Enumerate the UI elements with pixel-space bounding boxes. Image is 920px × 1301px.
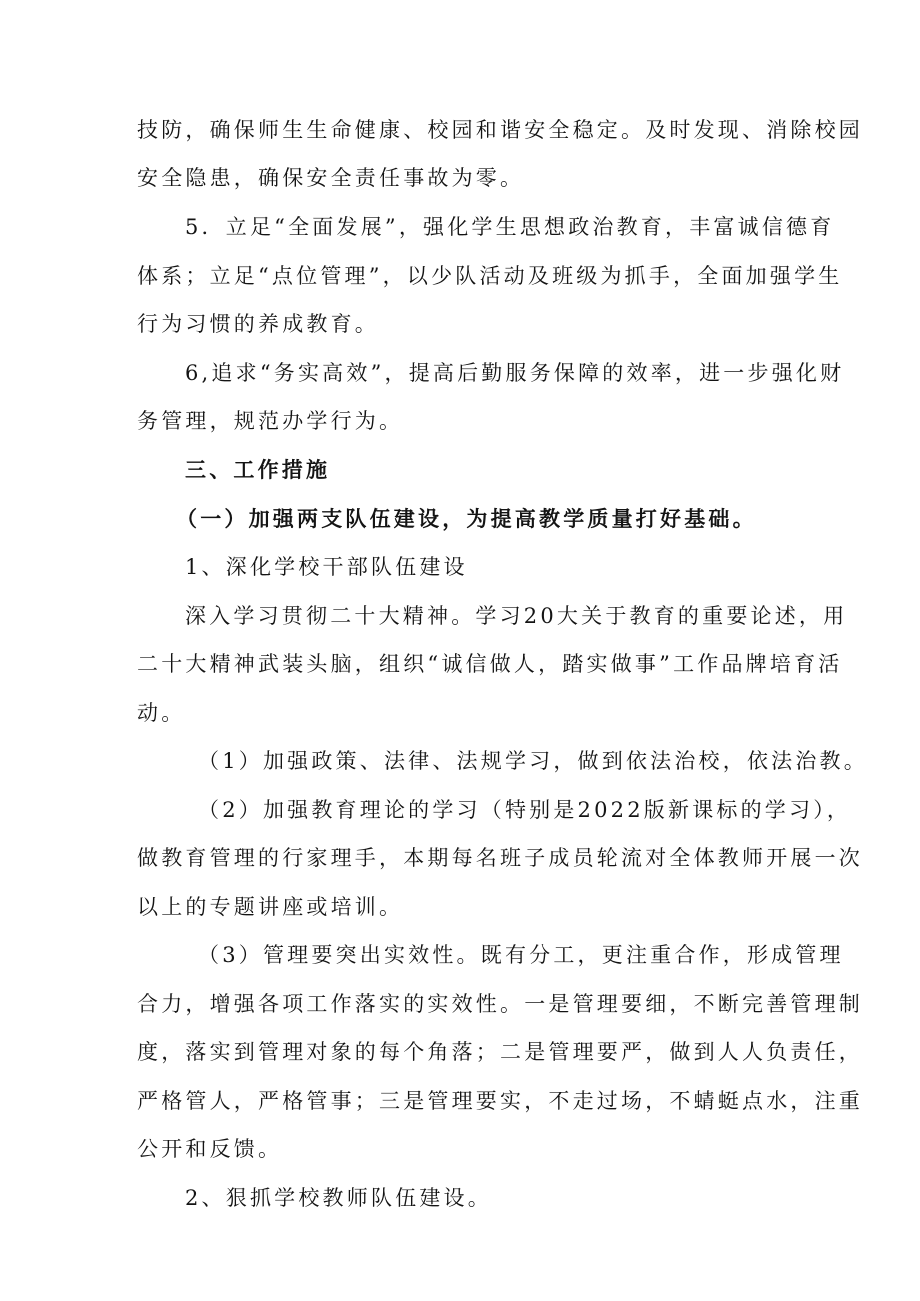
paragraph-line: 体系；立足“点位管理”，以少队活动及班级为抓手，全面加强学生 xyxy=(137,264,843,288)
paragraph-line: 深入学习贯彻二十大精神。学习20大关于教育的重要论述，用 xyxy=(185,604,848,628)
paragraph-line: 严格管人，严格管事；三是管理要实，不走过场，不蜻蜓点水，注重 xyxy=(137,1089,863,1113)
item-heading: 1、深化学校干部队伍建设 xyxy=(185,555,468,579)
paragraph-line: （3）管理要突出实效性。既有分工，更注重合作，形成管理 xyxy=(198,943,844,967)
paragraph-line: 行为习惯的养成教育。 xyxy=(137,312,379,336)
paragraph-line: 度，落实到管理对象的每个角落；二是管理要严，做到人人负责任， xyxy=(137,1040,863,1064)
paragraph-line: 合力，增强各项工作落实的实效性。一是管理要细，不断完善管理制 xyxy=(137,992,863,1016)
paragraph-line: 以上的专题讲座或培训。 xyxy=(137,895,404,919)
section-heading: 三、工作措施 xyxy=(185,457,331,482)
paragraph-line: 公开和反馈。 xyxy=(137,1137,283,1161)
paragraph-line: 6,追求“务实高效”，提高后勤服务保障的效率，进一步强化财 xyxy=(185,361,845,385)
paragraph-line: （2）加强教育理论的学习（特别是2022版新课标的学习）， xyxy=(198,798,852,822)
paragraph-line: （1）加强政策、法律、法规学习，做到依法治校，依法治教。 xyxy=(198,749,868,773)
paragraph-line: 做教育管理的行家理手，本期每名班子成员轮流对全体教师开展一次 xyxy=(137,846,863,870)
paragraph-line: 动。 xyxy=(137,701,186,725)
paragraph-line: 二十大精神武装头脑，组织“诚信做人，踏实做事”工作品牌培育活 xyxy=(137,652,843,676)
subsection-heading: （一）加强两支队伍建设，为提高教学质量打好基础。 xyxy=(176,506,757,531)
paragraph-line: 务管理，规范办学行为。 xyxy=(137,409,404,433)
paragraph-line: 5．立足“全面发展”，强化学生思想政治教育，丰富诚信德育 xyxy=(185,215,835,239)
paragraph-line: 技防，确保师生生命健康、校园和谐安全稳定。及时发现、消除校园 xyxy=(137,118,863,142)
paragraph-line: 安全隐患，确保安全责任事故为零。 xyxy=(137,166,525,190)
item-heading: 2、狠抓学校教师队伍建设。 xyxy=(185,1186,492,1210)
